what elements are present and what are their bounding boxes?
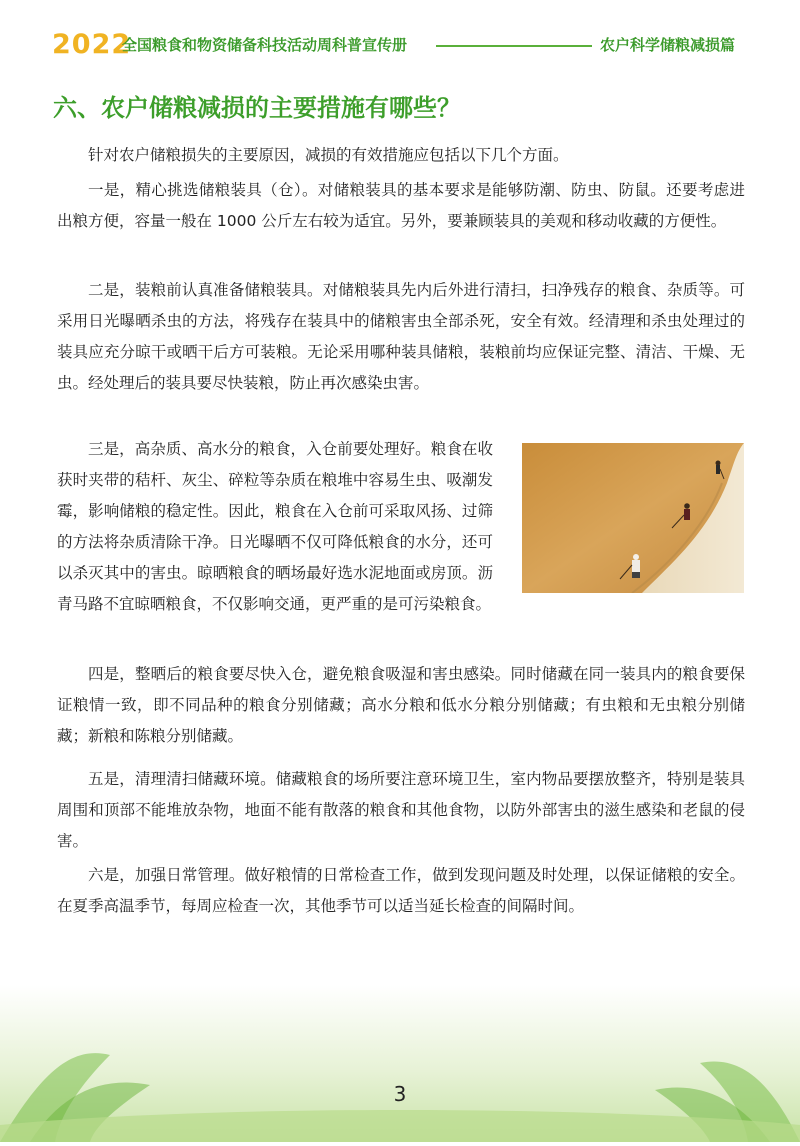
page-number: 3 bbox=[393, 1082, 407, 1106]
header-divider bbox=[436, 45, 592, 47]
section-title: 农户科学储粮减损篇 bbox=[600, 36, 736, 54]
bottom-decoration bbox=[0, 985, 800, 1142]
grain-drying-photo bbox=[522, 443, 744, 593]
paragraph-3: 三是，高杂质、高水分的粮食，入仓前要处理好。粮食在收获时夹带的秸杆、灰尘、碎粒等杂质在粮堆中容易生虫、吸潮发霉，影响储粮的稳定性。因此，粮食在入仓前可采取风扬、过筛的方法将杂质清除干净。日光曝晒不仅可降低粮食的水分，还可以杀灭其中的害虫。晾晒粮食的晒场最好选水泥地面或房顶。沥青马路不宜晾晒粮食，不仅影响交通，更严重的是可污染粮食。 bbox=[57, 440, 493, 613]
paragraph-4: 四是，整晒后的粮食要尽快入仓，避免粮食吸湿和害虫感染。同时储藏在同一装具内的粮食要保证粮情一致，即不同品种的粮食分别储藏；高水分粮和低水分粮分别储藏；有虫粮和无虫粮分别储藏；新粮和陈粮分别储藏。 bbox=[57, 665, 745, 745]
series-title: 全国粮食和物资储备科技活动周科普宣传册 bbox=[122, 36, 408, 54]
paragraph-5: 五是，清理清扫储藏环境。储藏粮食的场所要注意环境卫生，室内物品要摆放整齐，特别是装具周围和顶部不能堆放杂物，地面不能有散落的粮食和其他食物，以防外部害虫的滋生感染和老鼠的侵害。 bbox=[57, 770, 745, 850]
paragraph-2: 二是，装粮前认真准备储粮装具。对储粮装具先内后外进行清扫，扫净残存的粮食、杂质等。可采用日光曝晒杀虫的方法，将残存在装具中的储粮害虫全部杀死，安全有效。经清理和杀虫处理过的装具应充分晾干或晒干后方可装粮。无论采用哪种装具储粮，装粮前均应保证完整、清洁、干燥、无虫。经处理后的装具要尽快装粮，防止再次感染虫害。 bbox=[57, 281, 745, 392]
paragraph-6: 六是，加强日常管理。做好粮情的日常检查工作，做到发现问题及时处理，以保证储粮的安全。在夏季高温季节，每周应检查一次，其他季节可以适当延长检查的间隔时间。 bbox=[57, 866, 745, 915]
paragraph-1: 一是，精心挑选储粮装具（仓）。对储粮装具的基本要求是能够防潮、防虫、防鼠。还要考虑进出粮方便，容量一般在 1000 公斤左右较为适宜。另外，要兼顾装具的美观和移动收藏的方便性。 bbox=[57, 181, 745, 230]
section-heading: 六、农户储粮减损的主要措施有哪些？ bbox=[53, 94, 461, 122]
paragraph-intro: 针对农户储粮损失的主要原因，减损的有效措施应包括以下几个方面。 bbox=[88, 146, 569, 164]
year-label: 2022 bbox=[52, 29, 132, 60]
page-header bbox=[0, 0, 800, 62]
